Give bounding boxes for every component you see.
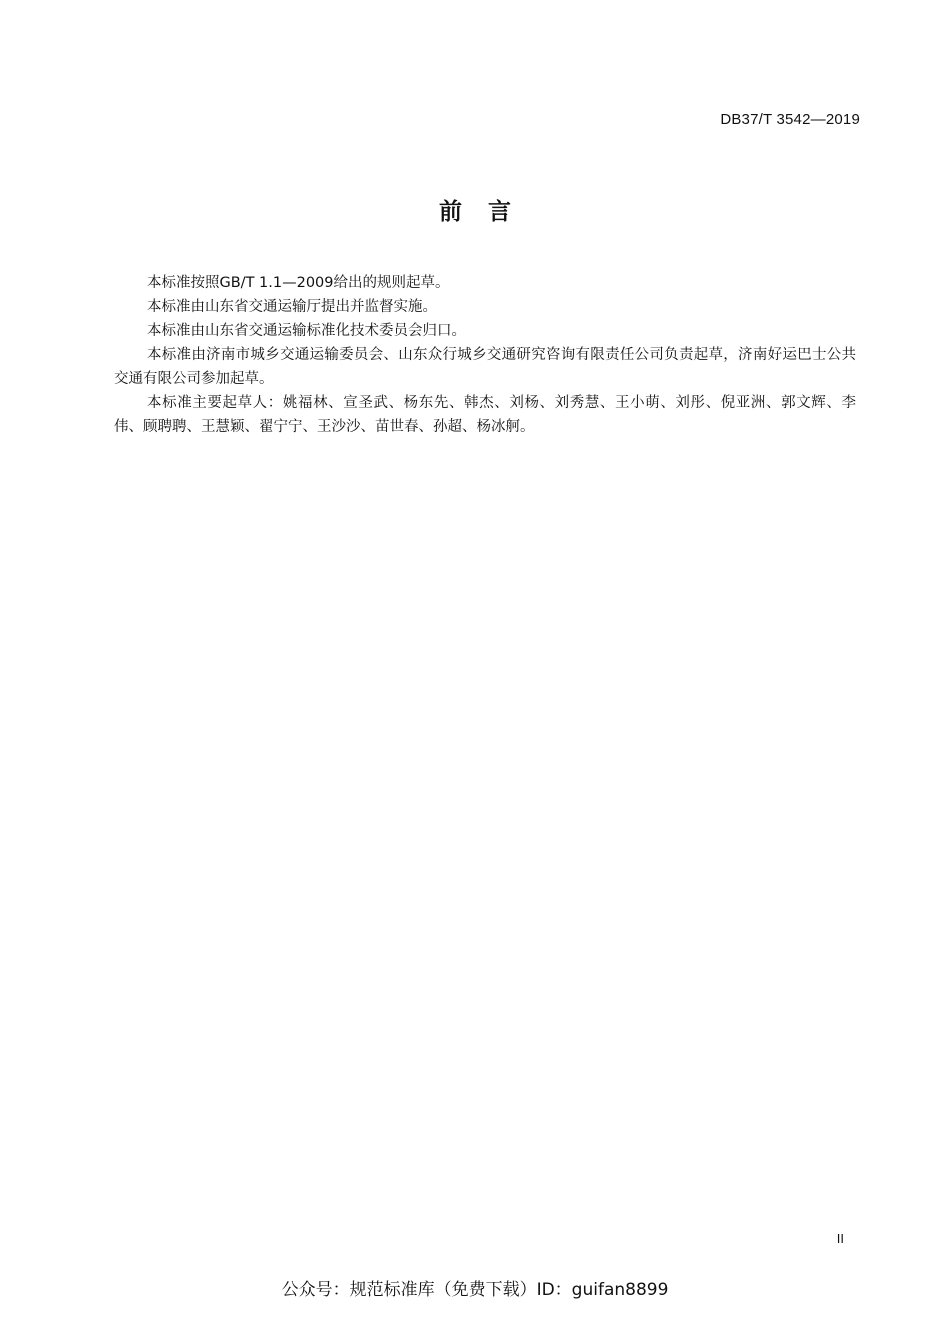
paragraph-drafting-units: 本标准由济南市城乡交通运输委员会、山东众行城乡交通研究咨询有限责任公司负责起草，济南好运巴士公共交通有限公司参加起草。 bbox=[114, 347, 856, 387]
document-code: DB37/T 3542—2019 bbox=[720, 111, 860, 128]
page-title: 前言 bbox=[439, 199, 537, 225]
paragraph-drafting-rules: 本标准按照GB/T 1.1—2009给出的规则起草。 bbox=[147, 275, 450, 291]
paragraph-technical-committee: 本标准由山东省交通运输标准化技术委员会归口。 bbox=[147, 323, 466, 339]
paragraph-proposer: 本标准由山东省交通运输厅提出并监督实施。 bbox=[147, 299, 437, 315]
paragraph-drafters: 本标准主要起草人：姚福林、宣圣武、杨东先、韩杰、刘杨、刘秀慧、王小萌、刘彤、倪亚洲、郭文辉、李伟、顾聘聘、王慧颖、翟宁宁、王沙沙、苗世春、孙超、杨冰舸。 bbox=[114, 395, 856, 435]
page-number: II bbox=[836, 1231, 844, 1246]
footer-watermark: 公众号：规范标准库（免费下载）ID：guifan8899 bbox=[281, 1280, 669, 1300]
foreword-body bbox=[114, 271, 856, 439]
